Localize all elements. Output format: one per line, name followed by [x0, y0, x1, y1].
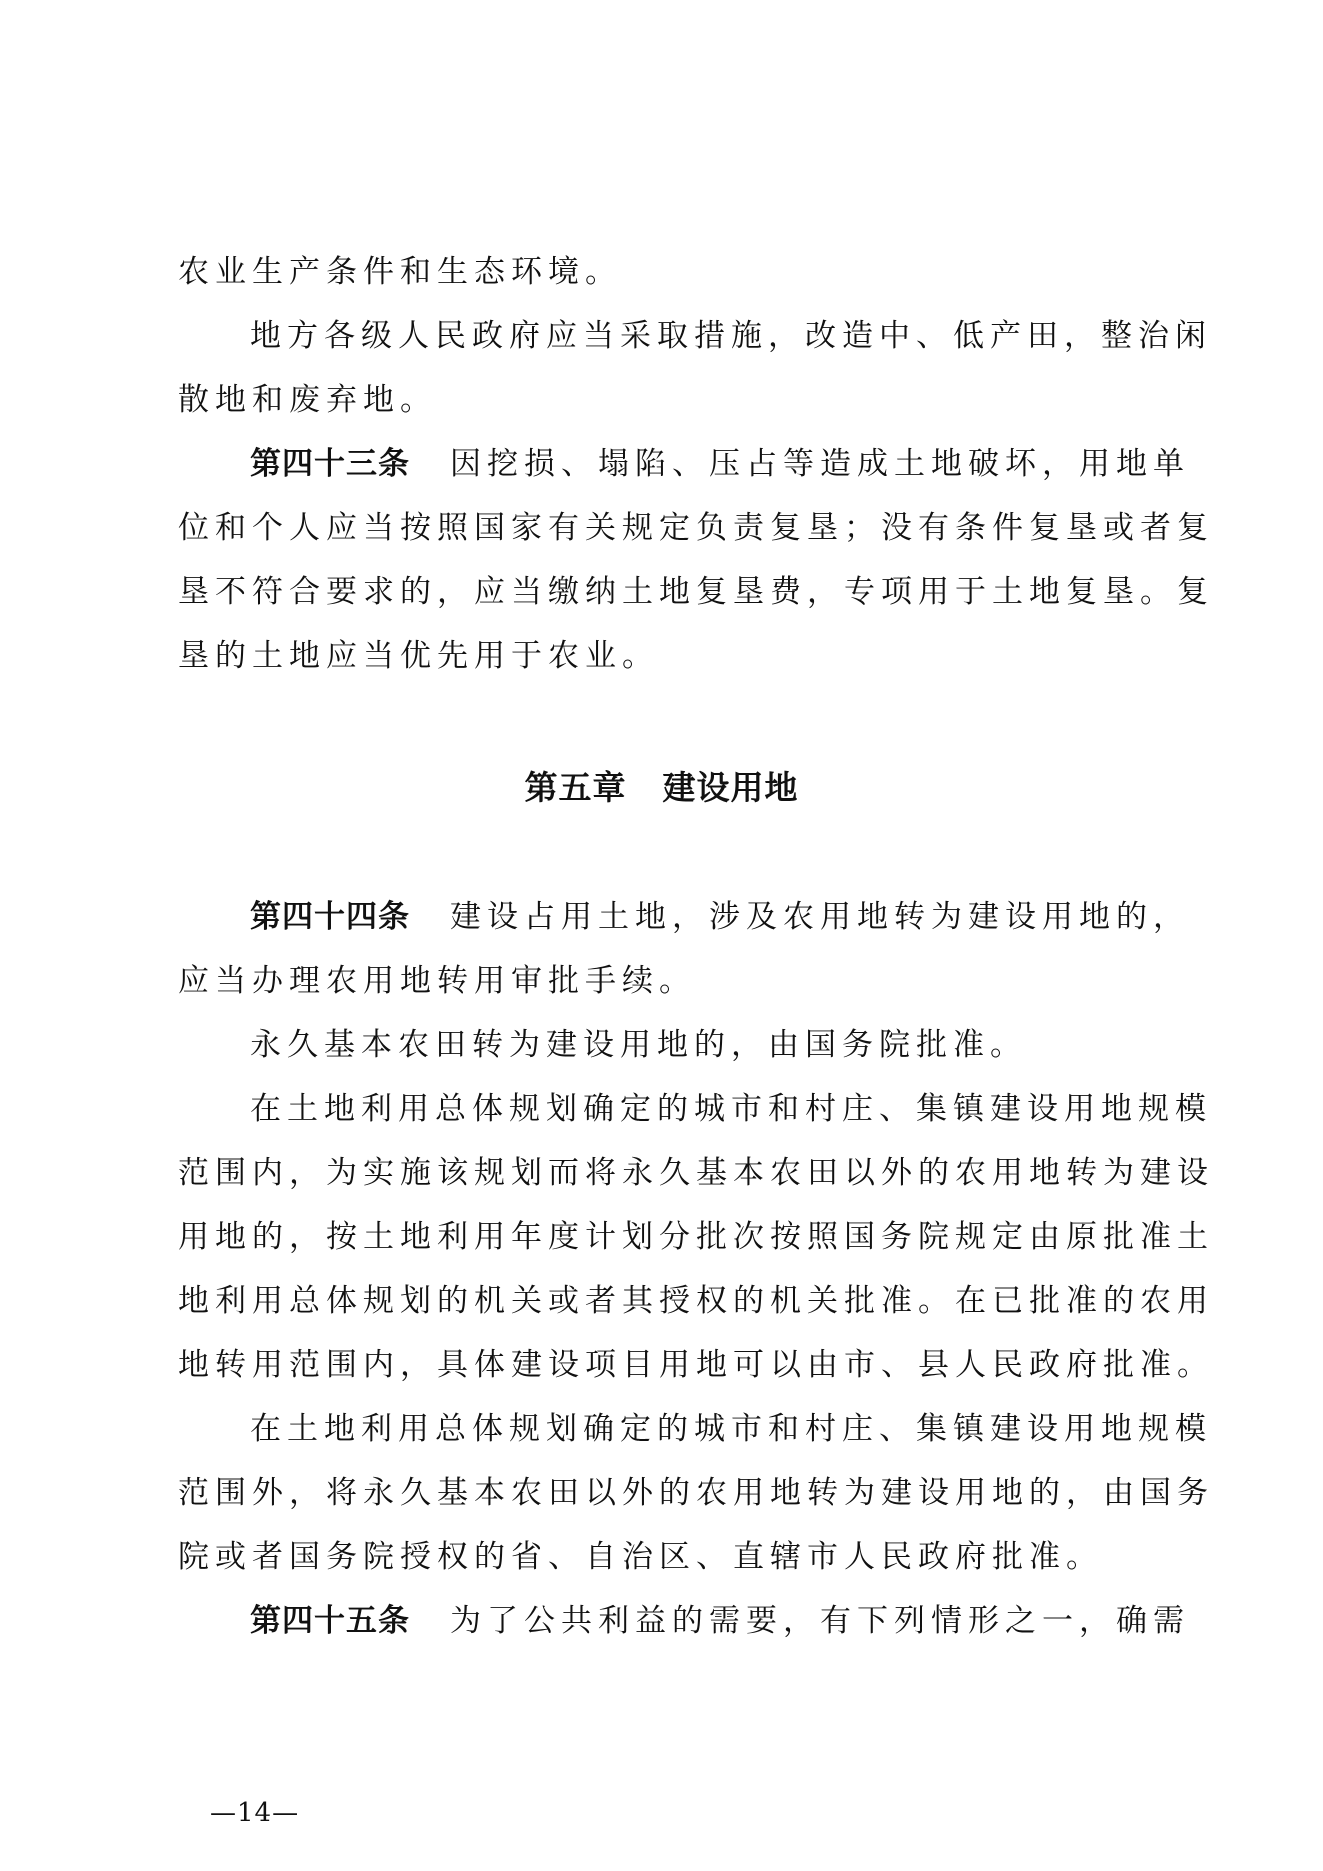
text-fragment: 建设占用土地，涉及农用地转为建设用地的，: [450, 899, 1190, 935]
body-text-bottom: [178, 885, 1214, 1653]
article-44-line: [178, 885, 1190, 949]
body-text-top: [178, 240, 1214, 688]
text-line: 应当办理农用地转用审批手续。: [178, 963, 696, 999]
chapter-number: 第五章: [524, 768, 627, 807]
text-line: 地转用范围内，具体建设项目用地可以由市、县人民政府批准。: [178, 1347, 1214, 1383]
chapter-heading: [0, 758, 1323, 818]
article-44-title: 第四十四条: [250, 899, 410, 935]
text-line: 范围内，为实施该规划而将永久基本农田以外的农用地转为建设: [178, 1155, 1214, 1191]
article-45-title: 第四十五条: [250, 1603, 410, 1639]
text-line: 永久基本农田转为建设用地的，由国务院批准。: [250, 1027, 1027, 1063]
text-line: 垦的土地应当优先用于农业。: [178, 638, 659, 674]
page-number: —14—: [210, 1798, 300, 1828]
text-line: 地方各级人民政府应当采取措施，改造中、低产田，整治闲: [250, 318, 1212, 354]
text-line: 在土地利用总体规划确定的城市和村庄、集镇建设用地规模: [250, 1091, 1212, 1127]
article-43-line: [178, 432, 1190, 496]
text-line: 在土地利用总体规划确定的城市和村庄、集镇建设用地规模: [250, 1411, 1212, 1447]
text-line: 散地和废弃地。: [178, 382, 437, 418]
text-fragment: 为了公共利益的需要，有下列情形之一，确需: [450, 1603, 1190, 1639]
article-45-line: [178, 1589, 1190, 1653]
text-line: 范围外，将永久基本农田以外的农用地转为建设用地的，由国务: [178, 1475, 1214, 1511]
article-43-title: 第四十三条: [250, 446, 410, 482]
text-line: 院或者国务院授权的省、自治区、直辖市人民政府批准。: [178, 1539, 1103, 1575]
text-line: 用地的，按土地利用年度计划分批次按照国务院规定由原批准土: [178, 1219, 1214, 1255]
text-fragment: 因挖损、塌陷、压占等造成土地破坏，用地单: [450, 446, 1190, 482]
text-line: 垦不符合要求的，应当缴纳土地复垦费，专项用于土地复垦。复: [178, 574, 1214, 610]
text-line: 地利用总体规划的机关或者其授权的机关批准。在已批准的农用: [178, 1283, 1214, 1319]
text-line: 农业生产条件和生态环境。: [178, 254, 622, 290]
chapter-title: 建设用地: [662, 768, 799, 807]
text-line: 位和个人应当按照国家有关规定负责复垦；没有条件复垦或者复: [178, 510, 1214, 546]
